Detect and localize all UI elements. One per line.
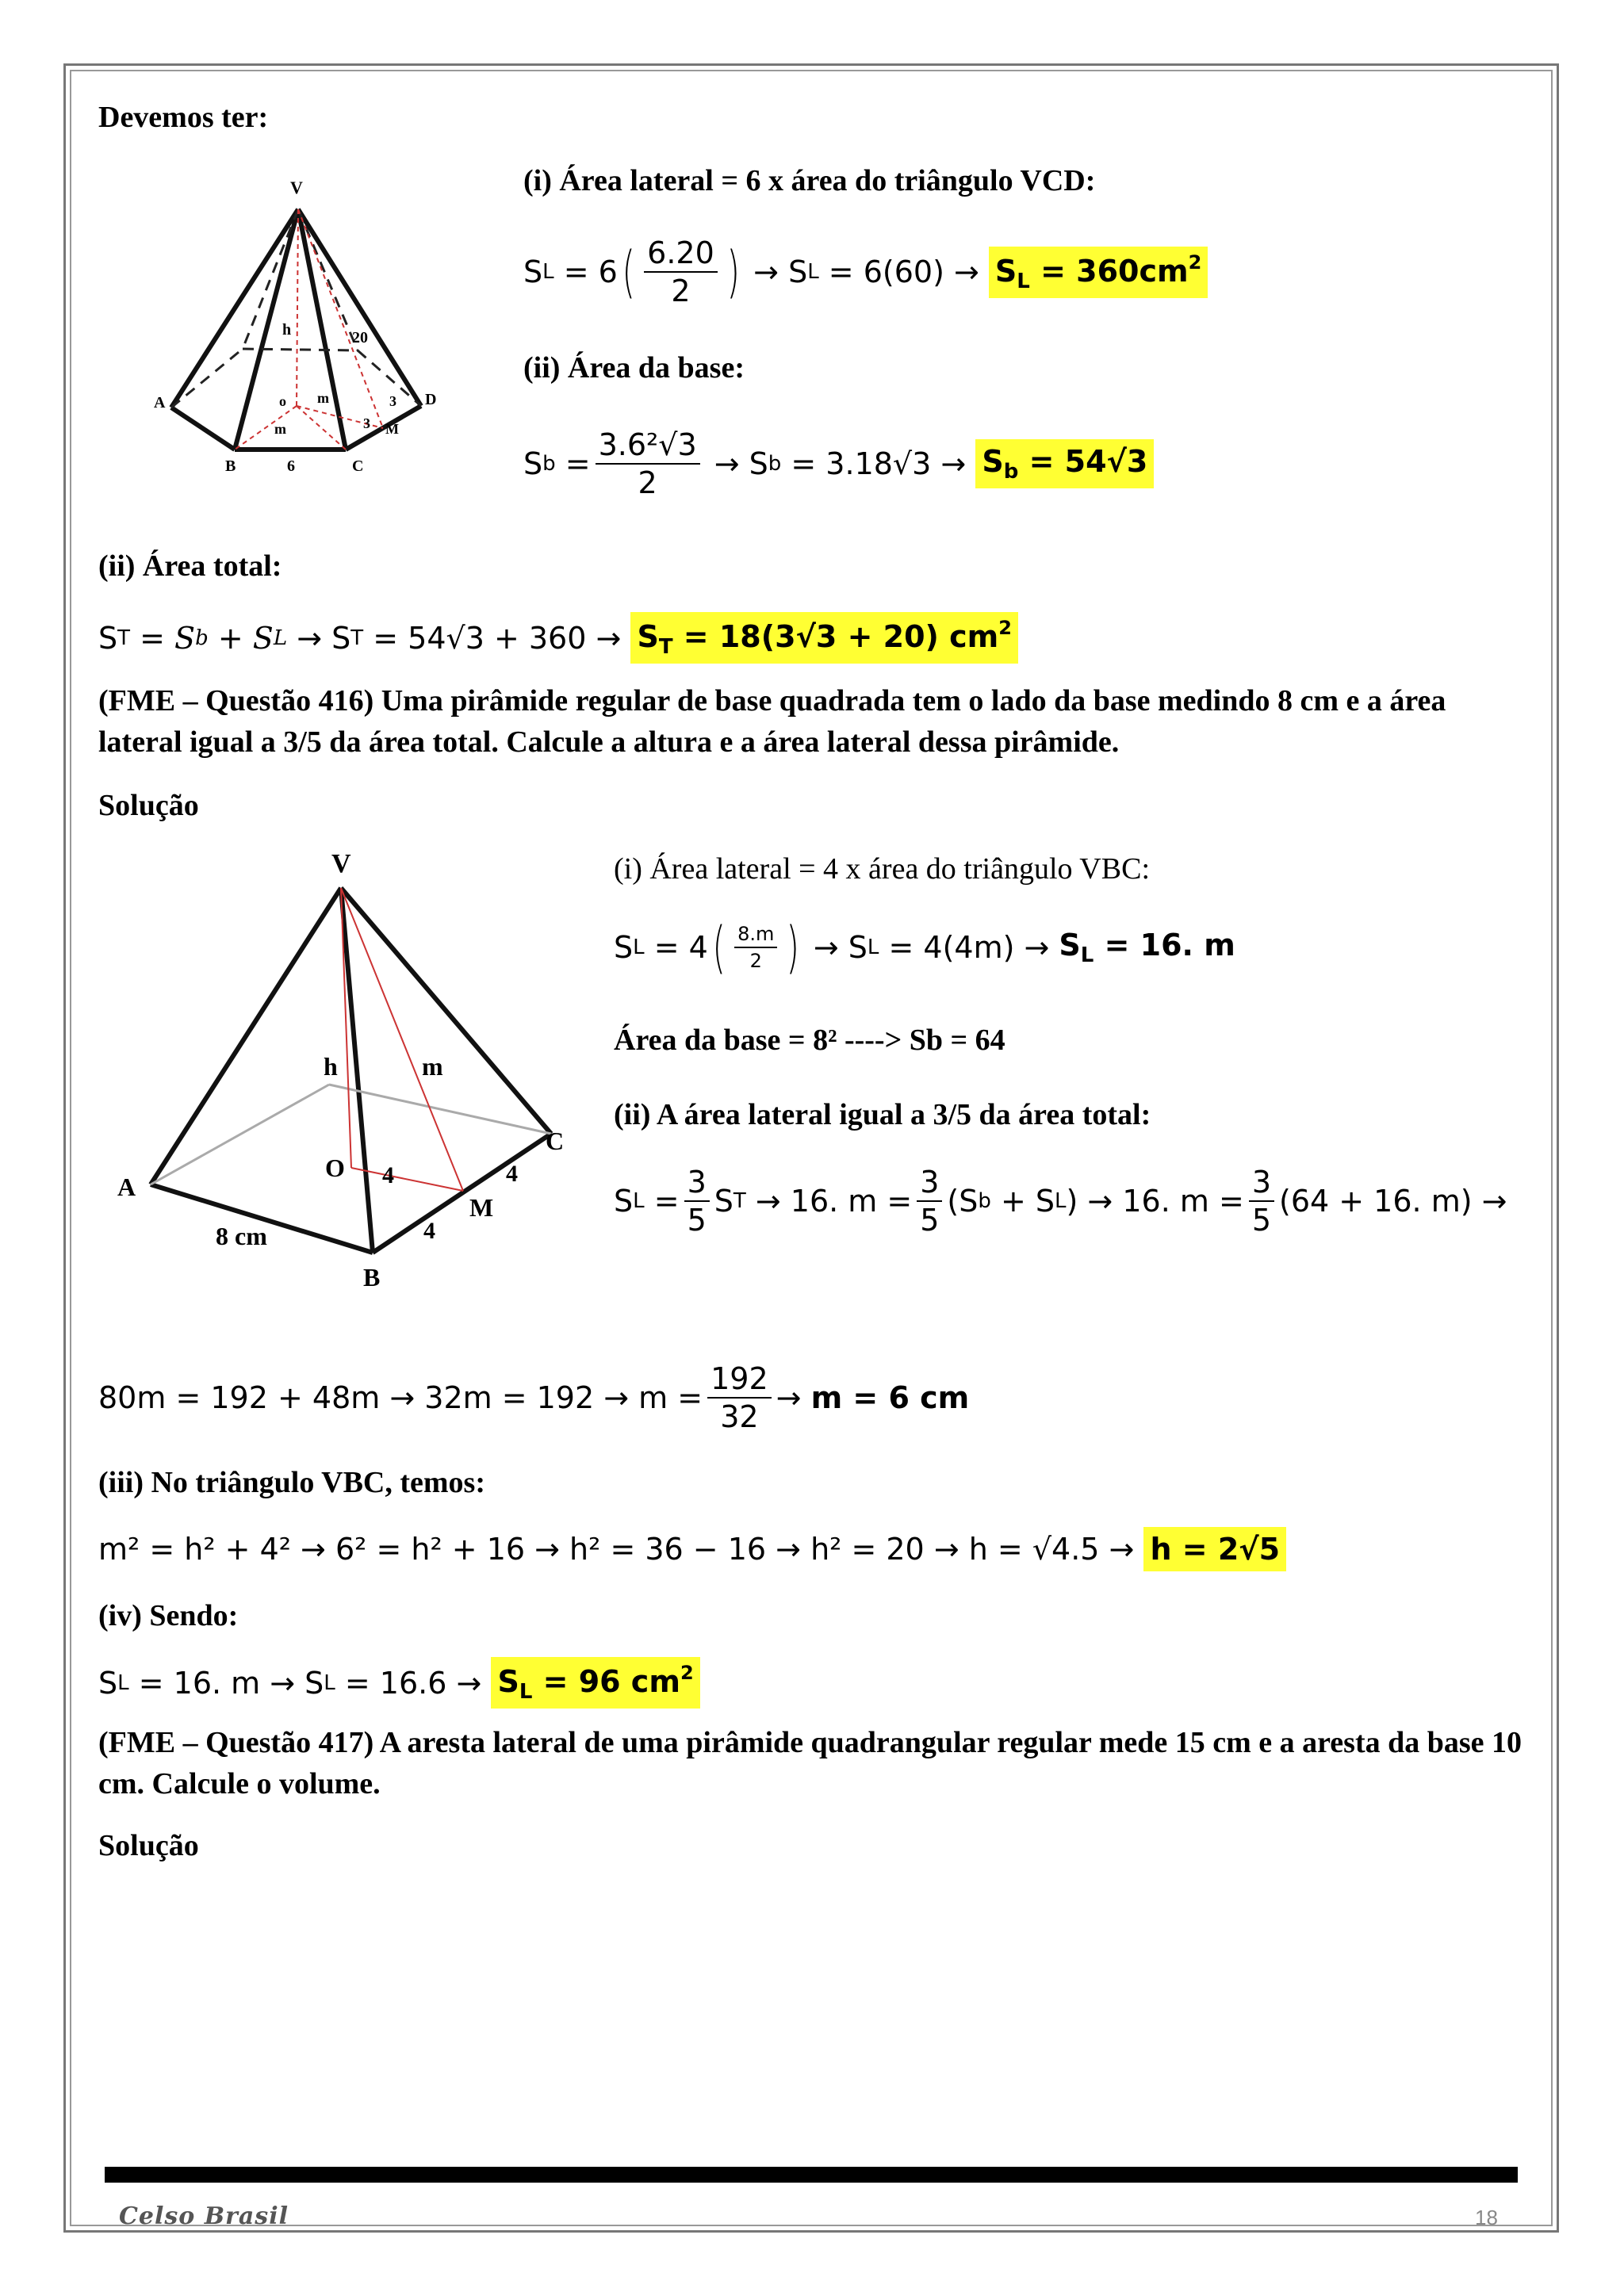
footer-divider	[105, 2167, 1518, 2183]
fig2-label-h: h	[324, 1052, 338, 1081]
q416-base-area: Área da base = 8² ----> Sb = 64	[614, 1024, 1005, 1057]
result-base-area-hex: $S_b = 54√3$	[975, 439, 1154, 488]
fig1-label-3a: 3	[389, 393, 396, 409]
page-number: 18	[1475, 2206, 1498, 2229]
result-total-area-hex: $S_T = 18(3√3 + 20)$ $cm^2$	[630, 612, 1018, 664]
hexagonal-pyramid-figure	[147, 176, 457, 477]
fig2-label-v: V	[331, 849, 351, 878]
heading-devemos-ter: Devemos ter:	[98, 101, 269, 134]
q416-step-i-title: (i) Área lateral = 4 x área do triângulo VBC:	[614, 852, 1151, 886]
equation-lateral-area-hex: S L = 6 ( $\frac{6.20}{2}$ ) → S L = 6(60) → $S_L = 360cm^2$	[523, 236, 1208, 308]
q416-step-ii-title: (ii) A área lateral igual a 3/5 da área total:	[614, 1098, 1151, 1131]
fig1-label-a: A	[154, 394, 166, 411]
question-417-statement: (FME – Questão 417) A aresta lateral de uma pirâmide quadrangular regular mede 15 cm e a aresta da base 10 cm. Calcule o volume.	[98, 1726, 1522, 1800]
q416-step-iii-title: (iii) No triângulo VBC, temos:	[98, 1466, 485, 1499]
fig2-label-o: O	[325, 1154, 345, 1182]
fig1-label-d: D	[425, 391, 437, 408]
fig2-label-m: m	[422, 1052, 443, 1081]
equation-q416-ratio: S L = $\frac{3}{5}$ S T → 16. m = $\frac{3}{5}$ (S b + S L ) → 16. m = $\frac{3}{5}$ (64 + 16. m) →	[614, 1165, 1507, 1238]
q416-step-iv-title: (iv) Sendo:	[98, 1599, 239, 1632]
equation-q416-height: m² = h² + 4² → 6² = h² + 16 → h² = 36 − 16 → h² = 20 → h = √4.5 → h = 2√5	[98, 1527, 1286, 1571]
fig2-label-a: A	[117, 1173, 136, 1201]
fig1-label-c: C	[352, 457, 364, 475]
fig2-label-4b: 4	[506, 1161, 518, 1187]
fig1-label-m2: m	[274, 421, 286, 437]
equation-q416-solve-m: 80m = 192 + 48m → 32m = 192 → m = $\frac{192}{32}$ → m = 6 cm	[98, 1361, 970, 1434]
result-final-lateral: $S_L = 96$ $cm^2$	[491, 1657, 699, 1709]
fig1-label-b: B	[225, 457, 236, 475]
fig2-label-side: 8 cm	[216, 1222, 267, 1250]
step-i-lateral-area-title: (i) Área lateral = 6 x área do triângulo VCD:	[523, 164, 1096, 197]
fig2-label-4a: 4	[382, 1162, 394, 1188]
step-ii-base-area-title: (ii) Área da base:	[523, 351, 745, 385]
q416-solution-label: Solução	[98, 789, 199, 822]
fig1-label-3b: 3	[363, 415, 370, 431]
equation-total-area-hex: S T = S b + S L → S T = 54√3 + 360 → $S_T = 18(3√3 + 20)$ $cm^2$	[98, 612, 1018, 664]
equation-base-area-hex: S b = $\frac{\text{3.6²√3}}{2}$ → S b = 3.18√3 → $S_b = 54√3$	[523, 428, 1154, 499]
fig1-label-6: 6	[287, 457, 295, 475]
q417-solution-label: Solução	[98, 1829, 199, 1862]
fig1-label-slant: 20	[352, 329, 368, 346]
fig1-label-m1: m	[317, 390, 329, 406]
fig2-label-b: B	[363, 1263, 381, 1292]
equation-q416-lateral-area: S L = 4 ( $\frac{8.m}{2}$ ) → S L = 4(4m) → $S_L = 16$. m	[614, 915, 1235, 980]
fig2-label-M: M	[469, 1193, 494, 1222]
step-total-area-title: (ii) Área total:	[98, 549, 282, 583]
fig2-label-4c: 4	[423, 1218, 435, 1244]
fig2-label-c: C	[546, 1127, 565, 1155]
equation-q416-final-lateral: S L = 16. m → S L = 16.6 → $S_L = 96$ $cm^2$	[98, 1657, 700, 1709]
result-height: h = 2√5	[1143, 1527, 1286, 1571]
result-lateral-area-hex: $S_L = 360cm^2$	[989, 247, 1208, 298]
square-pyramid-figure	[111, 848, 587, 1292]
fig1-label-M: M	[385, 421, 399, 437]
fig1-label-v: V	[290, 178, 303, 197]
author-signature: Celso Brasil	[119, 2202, 289, 2230]
fig1-label-o: o	[279, 393, 286, 409]
fig1-label-h: h	[282, 321, 292, 339]
question-416-statement: (FME – Questão 416) Uma pirâmide regular de base quadrada tem o lado da base medindo 8 cm e a área lateral igual a 3/5 da área total. Calcule a altura e a área lateral dessa pirâmide.	[98, 684, 1446, 759]
